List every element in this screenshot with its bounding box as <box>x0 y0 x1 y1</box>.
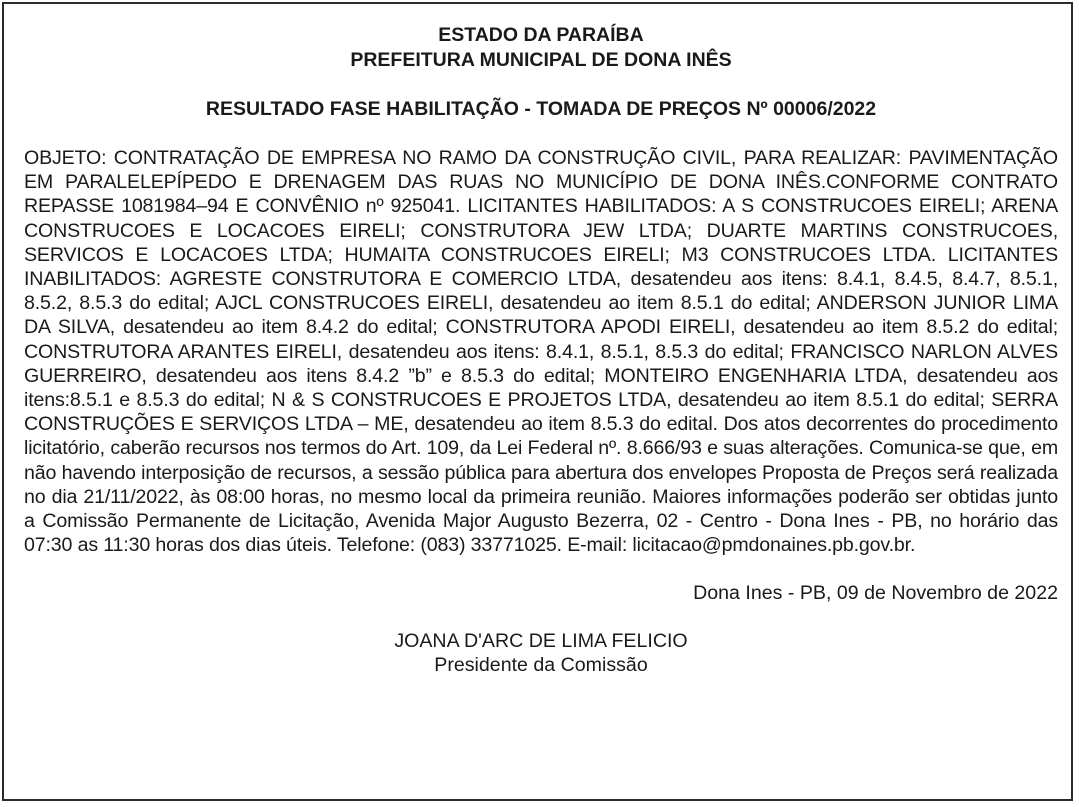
notice-content <box>24 23 1058 677</box>
signature-block <box>24 629 1058 677</box>
notice-body: OBJETO: CONTRATAÇÃO DE EMPRESA NO RAMO DA CONSTRUÇÃO CIVIL, PARA REALIZAR: PAVIMENTAÇÃO EM PARALELEPÍPEDO E DRENAGEM DAS RUAS NO MUNICÍPIO DE DONA INÊS.CONFORME CONTRATO REPASSE 1081984–94 E CONVÊNIO nº 925041. LICITANTES HABILITADOS: A S CONSTRUCOES EIRELI; ARENA CONSTRUCOES E LOCACOES EIRELI; CONSTRUTORA JEW LTDA; DUARTE MARTINS CONSTRUCOES, SERVICOS E LOCACOES LTDA; HUMAITA CONSTRUCOES EIRELI; M3 CONSTRUCOES LTDA. LICITANTES INABILITADOS: AGRESTE CONSTRUTORA E COMERCIO LTDA, desatendeu aos itens: 8.4.1, 8.4.5, 8.4.7, 8.5.1, 8.5.2, 8.5.3 do edital; AJCL CONSTRUCOES EIRELI, desatendeu ao item 8.5.1 do edital; ANDERSON JUNIOR LIMA DA SILVA, desatendeu ao item 8.4.2 do edital; CONSTRUTORA APODI EIRELI, desatendeu ao item 8.5.2 do edital; CONSTRUTORA ARANTES EIRELI, desatendeu aos itens: 8.4.1, 8.5.1, 8.5.3 do edital; FRANCISCO NARLON ALVES GUERREIRO, desatendeu aos itens 8.4.2 ”b” e 8.5.3 do edital; MONTEIRO ENGENHARIA LTDA, desatendeu aos itens:8.5.1 e 8.5.3 do edital; N & S CONSTRUCOES E PROJETOS LTDA, desatendeu ao item 8.5.1 do edital; SERRA CONSTRUÇÕES E SERVIÇOS LTDA – ME, desatendeu ao item 8.5.3 do edital. Dos atos decorrentes do procedimento licitatório, caberão recursos nos termos do Art. 109, da Lei Federal nº. 8.666/93 e suas alterações. Comunica-se que, em não havendo interposição de recursos, a sessão pública para abertura dos envelopes Proposta de Preços será realizada no dia 21/11/2022, às 08:00 horas, no mesmo local da primeira reunião. Maiores informações poderão ser obtidas junto a Comissão Permanente de Licitação, Avenida Major Augusto Bezerra, 02 - Centro - Dona Ines - PB, no horário das 07:30 as 11:30 horas dos dias úteis. Telefone: (083) 33771025. E-mail: licitacao@pmdonaines.pb.gov.br. <box>24 147 1058 557</box>
signer-role: Presidente da Comissão <box>434 654 648 677</box>
notice-frame <box>2 2 1073 801</box>
notice-title: RESULTADO FASE HABILITAÇÃO - TOMADA DE PREÇOS Nº 00006/2022 <box>205 98 877 120</box>
state-heading: ESTADO DA PARAÍBA <box>438 24 644 46</box>
signer-name: JOANA D'ARC DE LIMA FELICIO <box>394 630 688 653</box>
municipality-heading: PREFEITURA MUNICIPAL DE DONA INÊS <box>350 49 732 71</box>
place-date: Dona Ines - PB, 09 de Novembro de 2022 <box>693 582 1058 605</box>
